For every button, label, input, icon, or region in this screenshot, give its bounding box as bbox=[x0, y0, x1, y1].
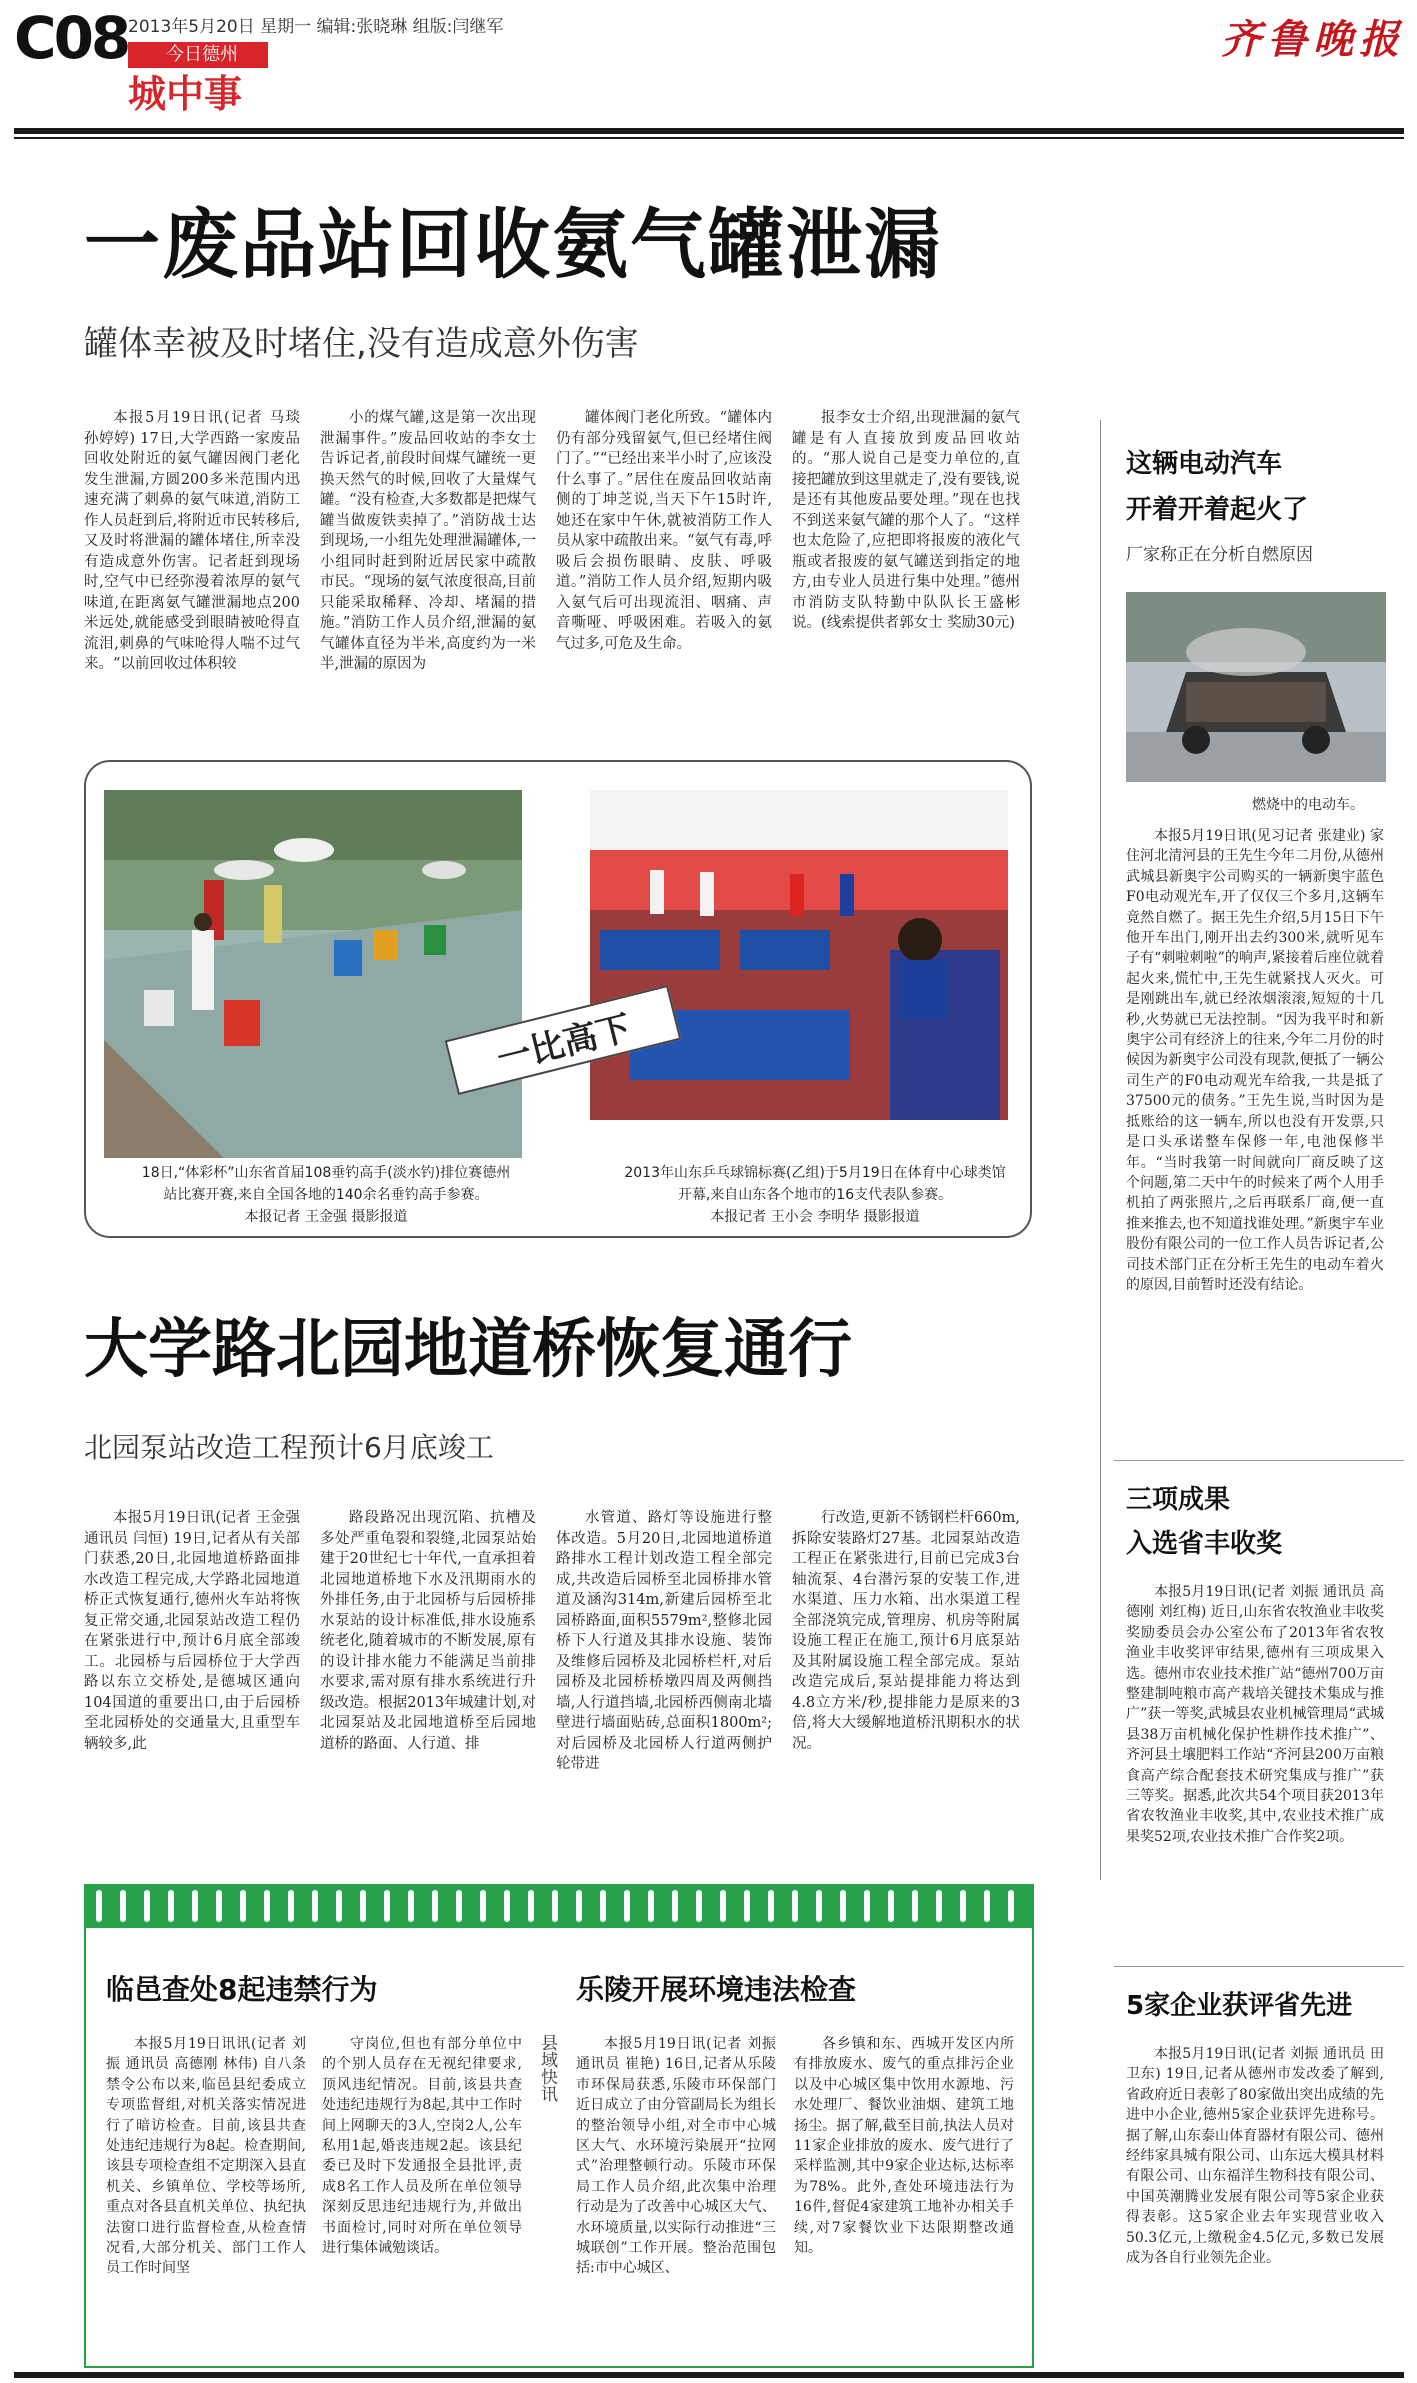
fishing-photo bbox=[104, 790, 522, 1158]
sidebar-2-title-line2: 入选省丰收奖 bbox=[1126, 1529, 1283, 1559]
brief-left-col-2: 守岗位,但也有部分单位中的个别人员存在无视纪律要求,顶风违纪情况。目前,该县共查处违纪违规行为8起,其中工作时间上网聊天的3人,空岗2人,公车私用1起,婚丧违规2起。该县纪委已及时下发通报全县批评,责成8名工作人员及所在单位领导深刻反思违纪违规行为,并做出书面检讨,同时对所在单位领导进行集体诫勉谈话。 bbox=[322, 2036, 522, 2257]
second-col-1: 本报5月19日讯(记者 王金强 通讯员 闫恒) 19日,记者从有关部门获悉,20日,北园地道桥路面排水改造工程完成,大学路北园地道桥正式恢复通行,德州火车站将恢复正常交通,北园泵站改造工程仍在紧张进行中,预计6月底全部竣工。北园桥与后园桥位于大学西路以东立交桥处,是德城区通向104国道的重要出口,由于后园桥至北园桥处的交通量大,且重型车辆较多,此 bbox=[84, 1510, 300, 1752]
brief-right-col-1: 本报5月19日讯(记者 刘振 通讯员 崔艳) 16日,记者从乐陵市环保局获悉,乐陵市环保部门近日成立了由分管副局长为组长的整治领导小组,对全市中心城区大气、水环境污染展开“拉网式”治理整顿行动。乐陵市环保局工作人员介绍,此次集中治理行动是为了改善中心城区大气、水环境质量,以实际行动推进“三城联创”工作开展。整治范围包括:市中心城区、 bbox=[576, 2036, 776, 2277]
second-col-4: 行改造,更新不锈钢栏杆660m,拆除安装路灯27基。北园泵站改造工程正在紧张进行,目前已完成3台轴流泵、4台潜污泵的安装工作,进水渠道、压力水箱、出水渠道工程全部浇筑完成,管理房、机房等附属设施工程正在施工,预计6月底泵站及其附属设施工程全部完成。泵站改造完成后,泵站提排能力将达到4.8立方米/秒,提排能力是原来的3倍,将大大缓解地道桥汛期积水的状况。 bbox=[792, 1510, 1020, 1752]
county-news-label: 县域快讯 bbox=[537, 2034, 557, 2102]
sidebar-1-body: 本报5月19日讯(见习记者 张建业) 家住河北清河县的王先生今年二月份,从德州武城县新奥宇公司购买的一辆新奥宇蓝色F0电动观光车,开了仅仅三个多月,这辆车竟然自燃了。据王先生介绍,5月15日下午他开车出门,刚开出去约300米,就听见车子有“刺啦刺啦”的响声,紧接着后座位就着起火来,慌忙中,王先生就紧找人灭火。可是刚跳出车,就已经浓烟滚滚,短短的十几秒,火势就已无法控制。“因为我平时和新奥宇公司有经济上的往来,今年二月份的时候因为新奥宇公司没有现款,便抵了一辆公司生产的F0电动观光车给我,一共是抵了37500元的债务。”王先生说,当时因为是抵账给的这一辆车,所以也没有开发票,只是口头承诺整车保修一年,电池保修半年。“当时我第一时间就向厂商反映了这个问题,第二天中午的时候来了两个人用手机拍了两张照片,之后再联系厂商,便一直推来推去,也不知道找谁处理。”新奥宇车业股份有限公司的一位工作人员告诉记者,公司技术部门正在分析王先生的电动车着火的原因,目前暂时还没有结论。 bbox=[1126, 828, 1384, 1293]
issue-meta: 2013年5月20日 星期一 编辑:张晓琳 组版:闫继军 bbox=[128, 17, 504, 37]
second-col-2: 路段路况出现沉陷、抗槽及多处严重龟裂和裂缝,北园泵站始建于20世纪七十年代,一直承担着北园地道桥地下水及汛期雨水的外排任务,由于北园桥与后园桥排水泵站的设计标准低,排水设施系统老化,随着城市的不断发展,原有的设计排水能力不能满足当前排水要求,需对原有排水系统进行升级改造。根据2013年城建计划,对北园泵站及北园地道桥至后园地道桥的路面、人行道、排 bbox=[320, 1510, 536, 1752]
second-col-3: 水管道、路灯等设施进行整体改造。5月20日,北园地道桥道路排水工程计划改造工程全部完成,共改造后园桥至北园桥排水管道及涵沟314m,新建后园桥至北园桥路面,面积5579m²,整修北园桥下人行道及其排水设施、装饰及维修后园桥及北园桥栏杆,对后园桥及北园桥桥墩四周及两侧挡墙,人行道挡墙,北园桥西侧南北墙壁进行墙面贴砖,总面积1800m²;对后园桥及北园桥人行道两侧护轮带进 bbox=[556, 1510, 772, 1772]
top-rule-thin bbox=[14, 137, 1404, 139]
burning-car-caption: 燃烧中的电动车。 bbox=[1252, 797, 1364, 813]
brief-left-col-1: 本报5月19日讯讯(记者 刘振 通讯员 高德刚 林伟) 自八条禁令公布以来,临邑县纪委成立专项监督组,对机关落实情况进行了暗访检查。目前,该县共查处违纪违规行为8起。检查期间,该县专项检查组不定期深入县直机关、乡镇单位、学校等场所,重点对各县直机关单位、执纪执法窗口进行监督检查,从检查情况看,大部分机关、部门工作人员工作时间坚 bbox=[106, 2036, 306, 2277]
lead-col-3: 罐体阀门老化所致。“罐体内仍有部分残留氨气,但已经堵住阀门了。”“已经出来半小时了,应该没什么事了。”居住在废品回收站南侧的丁坤芝说,当天下午15时许,她还在家中午休,就被消防工作人员从家中疏散出来。“氨气有毒,呼吸后会损伤眼睛、皮肤、呼吸道。”消防工作人员介绍,短期内吸入氨气后可出现流泪、咽痛、声音嘶哑、呼吸困难。若吸入的氨气过多,可危及生命。 bbox=[556, 410, 772, 652]
lead-col-4: 报李女士介绍,出现泄漏的氨气罐是有人直接放到废品回收站的。“那人说自己是变力单位的,直接把罐放到这里就走了,没有要钱,说是还有其他废品要处理。”现在也找不到送来氨气罐的那个人了。“这样也太危险了,应把即将报废的液化气瓶或者报废的氨气罐送到指定的地方,由专业人员进行集中处理。”德州市消防支队特勤中队队长王盛彬说。(线索提供者郭女士 奖励30元) bbox=[792, 410, 1020, 631]
page-number: C08 bbox=[14, 4, 129, 72]
sidebar-divider-2 bbox=[1114, 1966, 1404, 1967]
left-photo-caption: 18日,“体彩杯”山东省首届108垂钓高手(淡水钓)排位赛德州站比赛开赛,来自全国各地的140余名垂钓高手参赛。 bbox=[141, 1165, 511, 1203]
sidebar-3-title: 5家企业获评省先进 bbox=[1126, 1991, 1353, 2021]
sidebar-2-title-line1: 三项成果 bbox=[1126, 1485, 1231, 1515]
sidebar-divider-1 bbox=[1114, 1460, 1404, 1461]
sidebar-1-title-line2: 开着开着起火了 bbox=[1126, 495, 1309, 525]
section-tag: 今日德州 bbox=[128, 42, 268, 68]
photo-stamp: 一比高下 bbox=[445, 985, 682, 1095]
pingpong-photo bbox=[590, 790, 1008, 1120]
second-subhead: 北园泵站改造工程预计6月底竣工 bbox=[84, 1431, 494, 1464]
lead-headline: 一废品站回收氨气罐泄漏 bbox=[84, 200, 942, 289]
section-title: 城中事 bbox=[128, 72, 243, 116]
notebook-spiral-bar bbox=[84, 1884, 1034, 1928]
sidebar-1-title-line1: 这辆电动汽车 bbox=[1126, 449, 1283, 479]
bottom-rule bbox=[14, 2372, 1404, 2378]
brief-left-title: 临邑查处8起违禁行为 bbox=[106, 1973, 378, 2006]
lead-col-2: 小的煤气罐,这是第一次出现泄漏事件。”废品回收站的李女士告诉记者,前段时间煤气罐统一更换天然气的时候,回收了大量煤气罐。“没有检查,大多数都是把煤气罐当做废铁卖掉了。”消防战士达到现场,一小组先处理泄漏罐体,一小组同时赶到附近居民家中疏散市民。“现场的氨气浓度很高,目前只能采取稀释、冷却、堵漏的措施。”消防工作人员介绍,泄漏的氨气罐体直径为半米,高度约为一米半,泄漏的原因为 bbox=[320, 410, 536, 672]
left-photo-credit: 本报记者 王金强 摄影报道 bbox=[244, 1209, 408, 1225]
lead-subhead: 罐体幸被及时堵住,没有造成意外伤害 bbox=[84, 324, 639, 364]
right-photo-caption: 2013年山东乒乓球锦标赛(乙组)于5月19日在体育中心球类馆开幕,来自山东各个地市的16支代表队参赛。 bbox=[624, 1165, 1006, 1203]
burning-car-photo bbox=[1126, 592, 1386, 782]
sidebar-1-subhead: 厂家称正在分析自燃原因 bbox=[1126, 545, 1313, 565]
brief-right-col-2: 各乡镇和东、西城开发区内所有排放废水、废气的重点排污企业以及中心城区集中饮用水源地、污水处理厂、餐饮业油烟、建筑工地扬尘。据了解,截至目前,执法人员对11家企业排放的废水、废气进行了采样监测,其中9家企业达标,达标率为78%。此外,查处环境违法行为16件,督促4家建筑工地补办相关手续,对7家餐饮业下达限期整改通知。 bbox=[794, 2036, 1014, 2257]
sidebar-2-body: 本报5月19日讯(记者 刘振 通讯员 高德刚 刘红梅) 近日,山东省农牧渔业丰收奖奖励委员会办公室公布了2013年省农牧渔业丰收奖评审结果,德州有三项成果入选。德州市农业技术推广站“德州700万亩整建制吨粮市高产栽培关键技术集成与推广”获一等奖,武城县农业机械管理局“武城县38万亩机械化保护性耕作技术推广”、齐河县土壤肥料工作站“齐河县200万亩粮食高产综合配套技术研究集成与推广”获三等奖。据悉,此次共54个项目获2013年省农牧渔业丰收奖,其中,农业技术推广成果奖52项,农业技术推广合作奖2项。 bbox=[1126, 1584, 1384, 1845]
newspaper-logo: 齐鲁晚报 bbox=[1221, 16, 1405, 63]
second-headline: 大学路北园地道桥恢复通行 bbox=[84, 1313, 852, 1387]
brief-right-title: 乐陵开展环境违法检查 bbox=[576, 1973, 857, 2006]
top-rule bbox=[14, 128, 1404, 134]
sidebar-divider bbox=[1100, 420, 1101, 1880]
sidebar-3-body: 本报5月19日讯(记者 刘振 通讯员 田卫东) 19日,记者从德州市发改委了解到,省政府近日表彰了80家做出突出成绩的先进中小企业,德州5家企业获评先进称号。据了解,山东泰山体育器材有限公司、德州经纬家具城有限公司、山东远大模具材料有限公司、山东福洋生物科技有限公司、中国英潮腾业发展有限公司等5家企业获得表彰。这5家企业去年实现营业收入50.3亿元,上缴税金4.5亿元,多数已发展成为各自行业领先企业。 bbox=[1126, 2046, 1384, 2267]
lead-col-1: 本报5月19日讯(记者 马琰 孙婷婷) 17日,大学西路一家废品回收处附近的氨气罐因阀门老化发生泄漏,方圆200多米范围内迅速充满了刺鼻的氨气味道,消防工作人员赶到后,将附近市民转移后,又及时将泄漏的罐体堵住,所幸没有造成意外伤害。记者赶到现场时,空气中已经弥漫着浓厚的氨气味道,在距离氨气罐泄漏地点200米远处,就能感受到眼睛被呛得直流泪,刺鼻的气味呛得人喘不过气来。“以前回收过体积较 bbox=[84, 410, 300, 672]
right-photo-credit: 本报记者 王小会 李明华 摄影报道 bbox=[710, 1209, 920, 1225]
